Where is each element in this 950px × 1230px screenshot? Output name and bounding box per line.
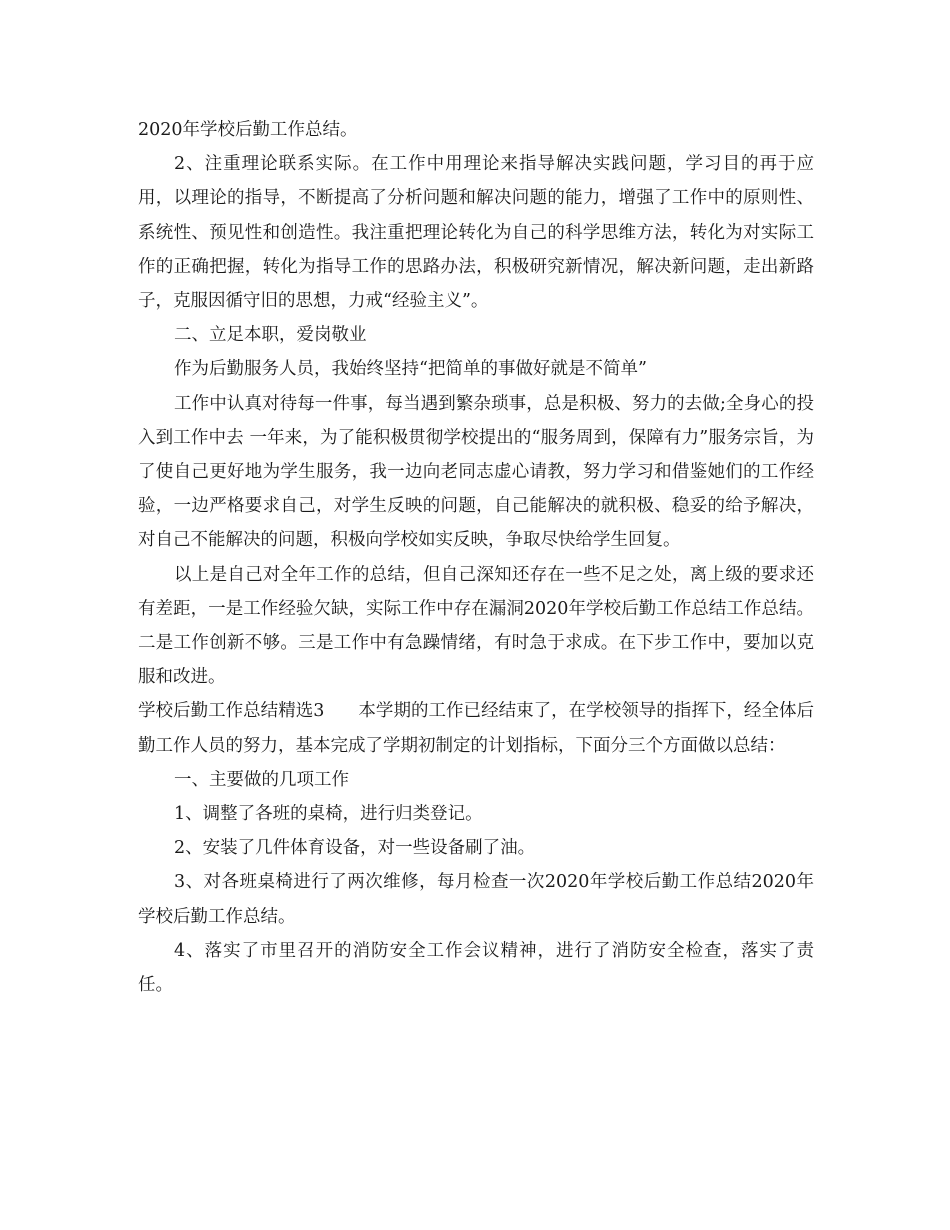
article-title: 学校后勤工作总结精选3: [138, 701, 325, 722]
document-body: [138, 113, 814, 1002]
paragraph-2: 2、注重理论联系实际。在工作中用理论来指导解决实践问题，学习目的再于应用，以理论的指导，不断提高了分析问题和解决问题的能力，增强了工作中的原则性、系统性、预见性和创造性。我注重把理论转化为自己的科学思维方法，转化为对实际工作的正确把握，转化为指导工作的思路办法，积极研究新情况，解决新问题，走出新路子，克服因循守旧的思想，力戒“经验主义”。: [138, 154, 814, 312]
paragraph-1: 2020年学校后勤工作总结。: [138, 120, 358, 140]
list-item-4: 4、落实了市里召开的消防安全工作会议精神，进行了消防安全检查，落实了责任。: [138, 940, 814, 996]
section-heading-2: 二、立足本职，爱岗敬业: [174, 325, 367, 346]
paragraph-6: [138, 694, 814, 762]
paragraph-3: 作为后勤服务人员，我始终坚持“把简单的事做好就是不简单”: [174, 359, 647, 380]
article-intro: 本学期的工作已经结束了，在学校领导的指挥下，经全体后勤工作人员的努力，基本完成了学期初制定的计划指标，下面分三个方面做以总结：: [138, 701, 814, 756]
paragraph-5: 以上是自己对全年工作的总结，但自己深知还存在一些不足之处，离上级的要求还有差距，一是工作经验欠缺，实际工作中存在漏洞2020年学校后勤工作总结工作总结。二是工作创新不够。三是工作中有急躁情绪，有时急于求成。在下步工作中，要加以克服和改进。: [138, 564, 814, 688]
section-heading-1: 一、主要做的几项工作: [174, 769, 349, 790]
list-item-2: 2、安装了几件体育设备，对一些设备刷了油。: [174, 838, 536, 859]
list-item-1: 1、调整了各班的桌椅，进行归类登记。: [174, 804, 483, 825]
paragraph-4: 工作中认真对待每一件事，每当遇到繁杂琐事，总是积极、努力的去做;全身心的投入到工作中去 一年来，为了能积极贯彻学校提出的“服务周到，保障有力”服务宗旨，为了使自己更好地为学生服务，我一边向老同志虚心请教，努力学习和借鉴她们的工作经验，一边严格要求自己，对学生反映的问题，自己能解决的就积极、稳妥的给予解决，对自己不能解决的问题，积极向学校如实反映，争取尽快给学生回复。: [138, 393, 814, 551]
list-item-3: 3、对各班桌椅进行了两次维修，每月检查一次2020年学校后勤工作总结2020年学校后勤工作总结。: [138, 872, 814, 927]
